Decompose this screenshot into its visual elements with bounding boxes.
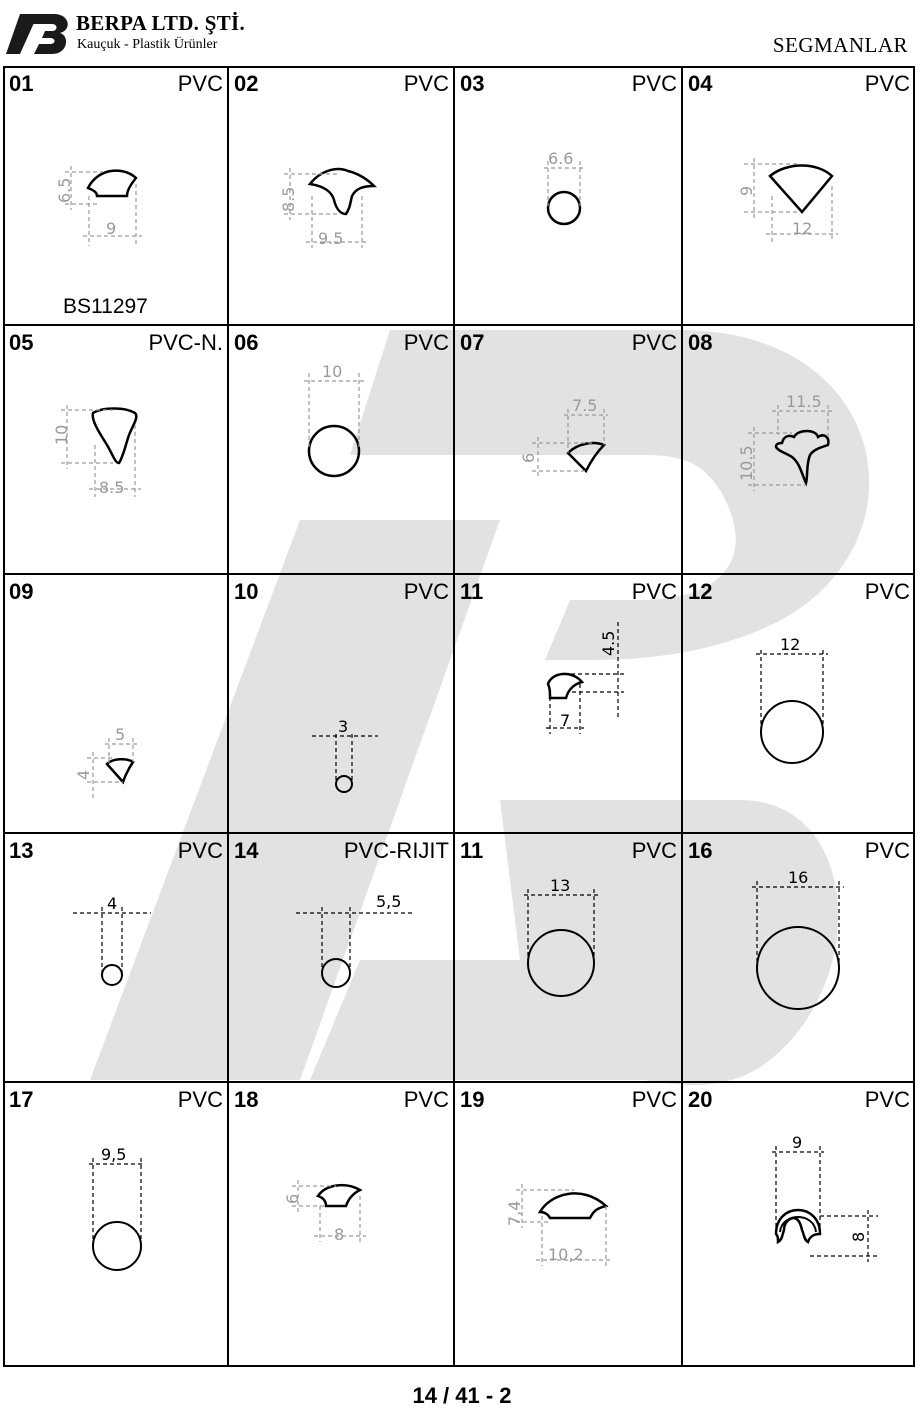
product-grid <box>3 66 915 1367</box>
profile-drawing <box>3 574 228 833</box>
profile-drawing <box>454 66 682 325</box>
dim-height: 7,4 <box>505 1200 524 1226</box>
dim-width: 7 <box>560 711 571 730</box>
profile-drawing <box>682 66 915 325</box>
profile-material: PVC <box>631 1087 677 1112</box>
profile-material: PVC <box>864 838 910 863</box>
company-tagline: Kauçuk - Plastik Ürünler <box>77 37 218 52</box>
profile-number: 01 <box>9 71 34 96</box>
profile-cell-03 <box>454 66 682 325</box>
dim-diameter: 3 <box>338 717 349 736</box>
profile-cell-14 <box>228 833 454 1082</box>
dim-height: 10 <box>52 424 71 445</box>
profile-number: 19 <box>460 1087 485 1112</box>
profile-material: PVC-RIJIT <box>343 838 449 863</box>
berpa-logo-icon <box>6 12 72 56</box>
dim-width: 7.5 <box>572 396 598 415</box>
profile-drawing <box>3 833 228 1082</box>
dim-height: 9 <box>737 185 756 196</box>
profile-number: 20 <box>688 1087 713 1112</box>
dim-height: 10.5 <box>737 445 756 481</box>
profile-number: 11 <box>460 579 484 604</box>
profile-cell-18 <box>228 1082 454 1367</box>
dim-diameter: 13 <box>550 876 571 895</box>
profile-number: 16 <box>688 838 713 863</box>
profile-drawing <box>454 1082 682 1367</box>
profile-drawing <box>682 574 915 833</box>
profile-cell-11a <box>454 574 682 833</box>
profile-number: 10 <box>234 579 259 604</box>
profile-cell-09 <box>3 574 228 833</box>
dim-diameter: 5,5 <box>376 892 402 911</box>
profile-material: PVC <box>403 1087 449 1112</box>
profile-number: 12 <box>688 579 713 604</box>
profile-number: 02 <box>234 71 259 96</box>
profile-drawing <box>3 325 228 574</box>
profile-cell-07 <box>454 325 682 574</box>
profile-cell-19 <box>454 1082 682 1367</box>
profile-material: PVC <box>864 1087 910 1112</box>
profile-number: 17 <box>9 1087 34 1112</box>
profile-material: PVC <box>631 838 677 863</box>
dim-height: 8 <box>849 1231 868 1242</box>
profile-drawing <box>454 325 682 574</box>
profile-number: 08 <box>688 330 713 355</box>
dim-diameter: 4 <box>107 894 118 913</box>
profile-material: PVC <box>631 71 677 96</box>
profile-drawing <box>228 574 454 833</box>
page-header <box>0 0 924 64</box>
page-number: 14 / 41 - 2 <box>412 1383 512 1408</box>
profile-number: 13 <box>9 838 34 863</box>
profile-material: PVC <box>631 579 677 604</box>
profile-cell-02 <box>228 66 454 325</box>
profile-drawing <box>3 1082 228 1367</box>
profile-number: 06 <box>234 330 259 355</box>
profile-cell-17 <box>3 1082 228 1367</box>
profile-cell-12 <box>682 574 915 833</box>
profile-cell-01 <box>3 66 228 325</box>
dim-diameter: 6.6 <box>548 149 574 168</box>
dim-width: 9 <box>792 1133 803 1152</box>
profile-cell-04 <box>682 66 915 325</box>
profile-material: PVC <box>631 330 677 355</box>
profile-material: PVC-N. <box>148 330 223 355</box>
profile-drawing <box>228 66 454 325</box>
profile-drawing <box>228 325 454 574</box>
dim-width: 8 <box>334 1225 345 1244</box>
company-name: BERPA LTD. ŞTİ. <box>76 11 246 35</box>
dim-width: 5 <box>115 725 126 744</box>
profile-material: PVC <box>177 838 223 863</box>
profile-material: PVC <box>864 71 910 96</box>
profile-material: PVC <box>403 579 449 604</box>
profile-material: PVC <box>403 71 449 96</box>
dim-height: 8.5 <box>279 186 298 212</box>
dim-width: 9 <box>106 219 117 238</box>
profile-cell-08 <box>682 325 915 574</box>
profile-material: PVC <box>864 579 910 604</box>
dim-width: 11.5 <box>786 392 822 411</box>
profile-number: 11 <box>460 838 484 863</box>
profile-drawing <box>228 1082 454 1367</box>
profile-number: 04 <box>688 71 713 96</box>
dim-width: 9.5 <box>318 229 344 248</box>
profile-material: PVC <box>177 71 223 96</box>
dim-width: 12 <box>792 219 813 238</box>
profile-number: 07 <box>460 330 485 355</box>
dim-height: 4.5 <box>599 630 618 656</box>
dim-diameter: 10 <box>322 362 343 381</box>
profile-number: 05 <box>9 330 34 355</box>
profile-drawing <box>228 833 454 1082</box>
dim-height: 6 <box>519 452 538 463</box>
profile-drawing <box>454 574 682 833</box>
profile-drawing <box>682 1082 915 1367</box>
dim-width: 10,2 <box>548 1245 584 1264</box>
dim-diameter: 9,5 <box>101 1145 127 1164</box>
profile-material: PVC <box>177 1087 223 1112</box>
profile-cell-16 <box>682 833 915 1082</box>
dim-diameter: 16 <box>788 868 809 887</box>
profile-cell-10 <box>228 574 454 833</box>
profile-number: 09 <box>9 579 34 604</box>
dim-height: 4 <box>74 769 93 780</box>
profile-cell-05 <box>3 325 228 574</box>
profile-standard-note: BS11297 <box>63 295 148 318</box>
profile-cell-06 <box>228 325 454 574</box>
profile-cell-20 <box>682 1082 915 1367</box>
profile-material: PVC <box>403 330 449 355</box>
section-title: SEGMANLAR <box>772 33 908 57</box>
profile-cell-13 <box>3 833 228 1082</box>
profile-number: 03 <box>460 71 485 96</box>
dim-diameter: 12 <box>780 635 801 654</box>
dim-width: 8.5 <box>99 478 125 497</box>
profile-number: 14 <box>234 838 259 863</box>
profile-drawing <box>3 66 228 325</box>
profile-drawing <box>454 833 682 1082</box>
profile-drawing <box>682 833 915 1082</box>
profile-cell-11b <box>454 833 682 1082</box>
profile-drawing <box>682 325 915 574</box>
dim-height: 6 <box>283 1193 302 1204</box>
profile-number: 18 <box>234 1087 259 1112</box>
dim-height: 6.5 <box>55 177 74 203</box>
